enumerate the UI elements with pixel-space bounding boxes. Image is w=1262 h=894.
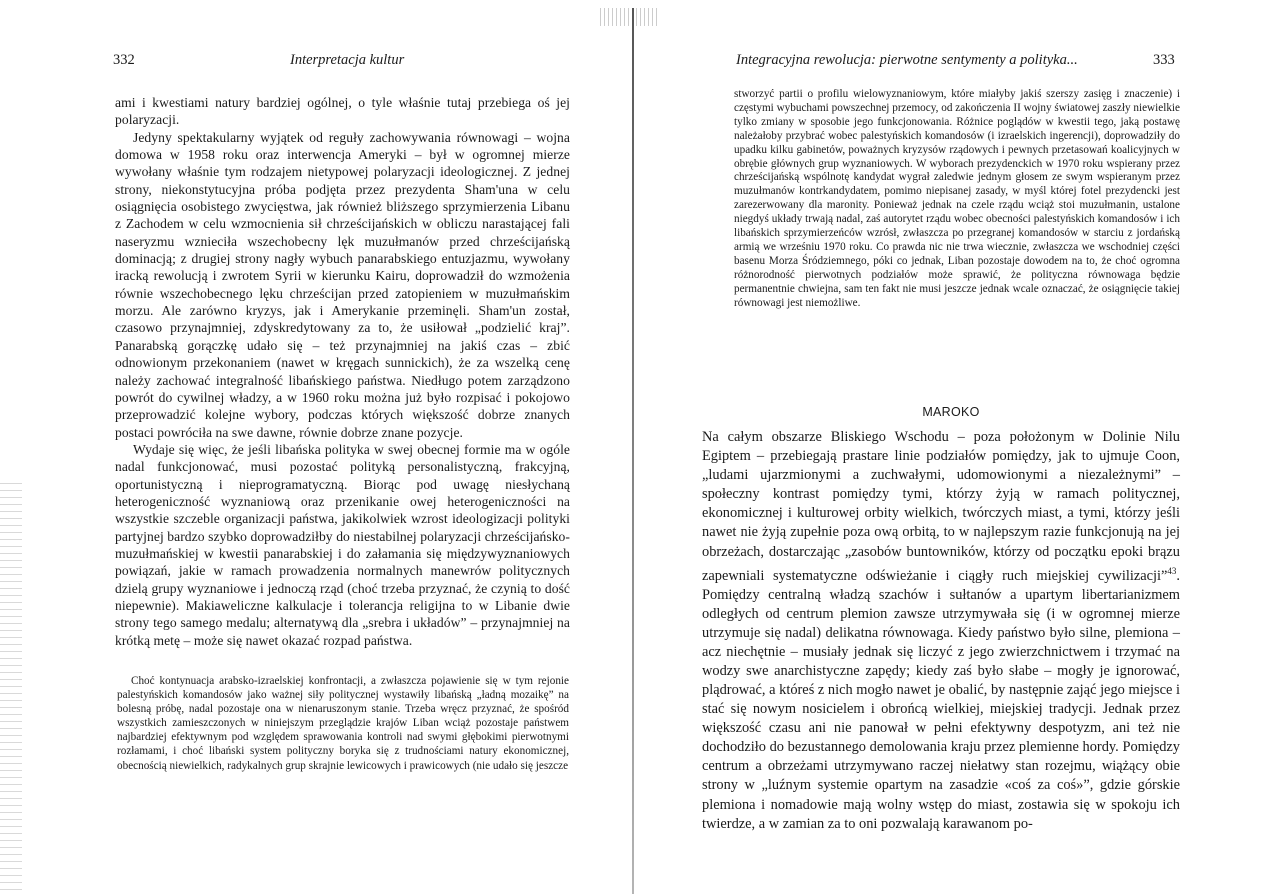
- right-page-number: 333: [1153, 52, 1175, 68]
- left-body-text: [115, 94, 570, 649]
- right-text-after-note: . Pomiędzy centralną władzą szachów i sułtanów a upartym libertarianizmem odległych od centrum plemion zawsze utrzymywała się (i w ogromnej mierze utrzymuje się nadal) delikatna równowaga. Kiedy państwo było silne, plemiona – acz niechętnie – musiały jednak się liczyć z jego zwierzchnictwem i trzymać na wodzy swe anarchistyczne zapędy; kiedy zaś było słabe – mogły je ignorować, plądrować, a któreś z nich mogło nawet je obalić, by następnie zająć jego miejsce i stać się nowym nosicielem i obrońcą wielkiej, miejskiej tradycji. Jednak przez większość czasu ani nie panował w pełni efektywny despotyzm, ani też nie dochodziło do bezustannego demolowania kraju przez plemienne hordy. Pomiędzy centrum a obrzeżami utrzymywano raczej niełatwy stan rozejmu, wiążący obie strony w „luźnym systemie opartym na zasadzie «coś za coś»”, gdzie górskie plemiona i nomadowie mają wolny wstęp do miast, zostawia się w spokoju ich twierdze, a w zamian za to oni pozwalają karawanom po-: [702, 567, 1180, 832]
- left-paragraph-3: Wydaje się więc, że jeśli libańska polityka w swej obecnej formie ma w ogóle nadal funkcjonować, musi pozostać polityką personalistyczną, frakcyjną, oportunistyczną i nieprogramatyczną. Biorąc pod uwagę niesłychaną heterogeniczność wyznaniową oraz przenikanie owej heterogeniczności na wszystkie szczeble organizacji państwa, jakikolwiek wzrost ideologizacji polityki partyjnej bardzo szybko doprowadziłby do niestabilnej polaryzacji chrześcijańsko-muzułmańskiej w kwestii panarabskiej i do załamania się międzywyznaniowych powiązań, jakie w ramach prowadzenia normalnych manewrów politycznych dzielą grupy wyznaniowe i jednoczą rząd (choć trzeba przyznać, że czynią to dość niepewnie). Makiaweliczne kalkulacje i tolerancja religijna to w Libanie dwie strony tego samego medalu; alternatywą dla „srebra i układów” – przynajmniej na krótką metę – może się nawet okazać rozpad państwa.: [115, 441, 570, 648]
- left-footnote: Choć kontynuacja arabsko-izraelskiej konfrontacji, a zwłaszcza pojawienie się w tym rejonie palestyńskich komandosów jako ważnej siły politycznej wystawiły libańską „ładną mozaikę” na bolesną próbę, nadal pozostaje ona w nienaruszonym stanie. Trzeba wręcz przyznać, że spośród wszystkich zamieszczonych w niniejszym przeglądzie krajów Liban wciąż pozostaje państwem najbardziej efektywnym pod względem sprawowania kontroli nad swymi głębokimi pierwotnymi rozłamami, i choć libański system polityczny boryka się z trudnościami natury ekonomicznej, obecnością niewielkich, radykalnych grup skrajnie lewicowych i prawicowych (nie udało się jeszcze: [117, 675, 569, 772]
- left-paragraph-1: ami i kwestiami natury bardziej ogólnej, o tyle właśnie tutaj przebiega oś jej polaryzacji.: [115, 95, 570, 128]
- right-text-before-note: Na całym obszarze Bliskiego Wschodu – poza położonym w Dolinie Nilu Egiptem – przebiegają prastare linie podziałów pomiędzy, jak to ujmuje Coon, „ludami ujarzmionymi a zuchwałymi, udomowionymi a niezależnymi” – społeczny kontrast pomiędzy tymi, którzy żyją w ramach politycznej, ekonomicznej i kulturowej orbity wielkich, twórczych miast, a tymi, którzy jeśli nawet nie żyją zupełnie poza ową orbitą, to w najlepszym razie funkcjonują na jej obrzeżach, dostarczając „zasobów buntowników, którzy od początku epoki brązu zapewniali systematyczne odświeżanie i ciągły ruch miejskiej cywilizacji”: [702, 429, 1180, 584]
- left-page: [0, 0, 626, 894]
- left-paragraph-2: Jedyny spektakularny wyjątek od reguły zachowywania równowagi – wojna domowa w 1958 roku oraz interwencja Ameryki – był w ogromnej mierze wywołany właśnie tym rodzajem nietypowej polaryzacji ideologicznej. Z jednej strony, niekonstytucyjna próba podjęta przez prezydenta Sham'una w celu osiągnięcia osobistego zwycięstwa, jak również bliższego sprzymierzenia Libanu z Zachodem w celu wzmocnienia sił chrześcijańskich w obliczu narastającej fali naseryzmu wznieciła wszechobecny lęk muzułmanów przed chrześcijańską dominacją; z drugiej strony nagły wybuch panarabskiego entuzjazmu, wywołany iracką rewolucją i zwrotem Syrii w kierunku Kairu, doprowadził do wzmożenia równie wszechobecnego lęku chrześcijan przed zatopieniem w muzułmańskim morzu. Ale zarówno kryzys, jak i Amerykanie przeminęli. Sham'un został, czasowo przynajmniej, zdyskredytowany za to, że usiłował „podzielić kraj”. Panarabską gorączkę udało się – też przynajmniej na jakiś czas – zbić odnowionym przekonaniem (nawet w kręgach sunnickich), że za wszelką cenę należy zachować integralność libańskiego państwa. Niedługo potem zarządzono powrót do cywilnej władzy, a w 1960 roku można już było rozpisać i pokojowo przeprowadzić kolejne wybory, podczas których większość dobrze znanych postaci powróciła na swe dawne, równie dobrze znane pozycje.: [115, 129, 570, 440]
- right-page: [640, 0, 1262, 894]
- left-page-number: 332: [113, 52, 135, 68]
- right-body-text: [702, 428, 1180, 834]
- right-footnote-continued: stworzyć partii o profilu wielowyznaniowym, które miałyby jakiś szerszy zasięg i znaczenie) i częstymi wybuchami powszechnej przemocy, od zakończenia II wojny światowej zaszły niewielkie tylko zmiany w sposobie jego funkcjonowania. Różnice poglądów w kwestii tego, jaką postawę należałoby przybrać wobec palestyńskich komandosów (i izraelskich ingerencji), doprowadziły do upadku kilku gabinetów, poważnych kryzysów rządowych i pewnych przetasowań koalicyjnych w obrębie głównych grup wyznaniowych. W wyborach prezydenckich w 1970 roku wspierany przez chrześcijańską wspólnotę kandydat wygrał zaledwie jednym głosem ze swym wspieranym przez muzułmanów kontrkandydatem, pomimo niepisanej zasady, w myśl której fotel prezydencki jest zarezerwowany dla maronity. Ponieważ jednak na czele rządu wciąż stoi muzułmanin, ustalone niegdyś układy trwają nadal, zaś autorytet rządu wobec obecności palestyńskich komandosów i ich libańskich sprzymierzeńców wzrósł, zwłaszcza po przegranej komandosów w starciu z jordańską armią we wrześniu 1970 roku. Co prawda nic nie trwa wiecznie, zwłaszcza we wschodniej części basenu Morza Śródziemnego, póki co jednak, Liban pozostaje dowodem na to, że choć ogromna różnorodność pierwotnych podziałów może sprawić, że polityczna równowaga będzie permanentnie chwiejna, sam ten fakt nie musi jeszcze jednak wcale oznaczać, że osiągnięcie takiej równowagi jest niemożliwe.: [734, 88, 1180, 309]
- right-paragraph: [702, 428, 1180, 834]
- right-running-title: Integracyjna rewolucja: pierwotne sentymenty a polityka...: [736, 52, 1078, 68]
- section-heading-maroko: MAROKO: [922, 405, 980, 419]
- page-gutter-line: [632, 8, 634, 894]
- left-running-title: Interpretacja kultur: [290, 52, 405, 68]
- footnote-reference: 43: [1167, 565, 1177, 576]
